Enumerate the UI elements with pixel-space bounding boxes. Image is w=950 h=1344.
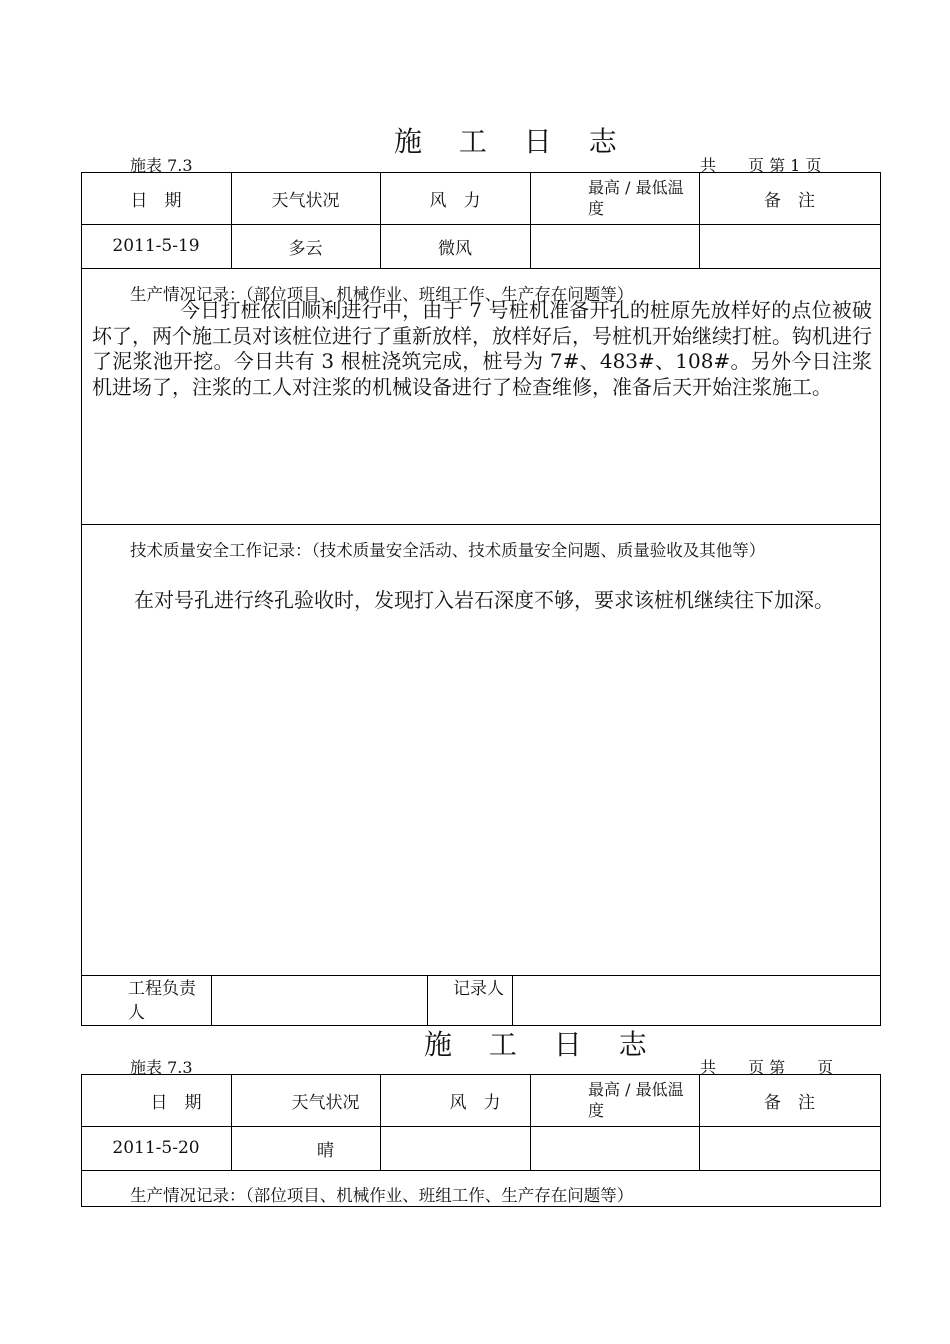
engineer-label: 工程负责人: [128, 979, 196, 1023]
engineer-value: [211, 975, 427, 1025]
production-record-label: 生产情况记录：（部位项目、机械作业、班组工作、生产存在问题等）: [130, 1186, 634, 1205]
page-info: 共 页 第 1 页: [700, 156, 822, 175]
page-info: 共 页 第 页: [700, 1058, 834, 1077]
production-record-label: 生产情况记录：（部位项目、机械作业、班组工作、生产存在问题等）: [130, 285, 634, 304]
production-record-text: 今日打桩依旧顺利进行中，由于 7 号桩机准备开孔的桩原先放样好的点位被破坏了，两个施工员对该桩位进行了重新放样，放样好后，号桩机开始继续打桩。钩机进行了泥浆池开挖。今日共有 3 根桩浇筑完成，桩号为 7#、483#、108#。另外今日注浆机进场了，注浆的工人对注浆的机械设备进行了检查维修，准备后天开始注浆施工。: [92, 298, 872, 399]
temperature-value: [530, 1126, 699, 1170]
page-title: 施 工 日 志: [424, 1028, 661, 1061]
technical-record-text: 在对号孔进行终孔验收时，发现打入岩石深度不够，要求该桩机继续往下加深。: [134, 588, 834, 612]
header-wind: 风 力: [449, 1092, 501, 1113]
date-value: 2011-5-20: [112, 1138, 200, 1158]
remark-value: [699, 224, 880, 268]
header-weather: 天气状况: [271, 190, 340, 211]
header-weather: 天气状况: [291, 1092, 360, 1113]
wind-value: [380, 1126, 530, 1170]
weather-value: 晴: [317, 1140, 334, 1161]
recorder-value: [512, 975, 880, 1025]
recorder-label: 记录人: [453, 979, 504, 999]
header-temperature: 最高 / 最低温度: [588, 1080, 684, 1120]
weather-value: 多云: [288, 238, 323, 259]
technical-record-label: 技术质量安全工作记录：（技术质量安全活动、技术质量安全问题、质量验收及其他等）: [130, 541, 766, 560]
header-remark: 备 注: [764, 1092, 815, 1113]
temperature-value: [530, 224, 699, 268]
header-remark: 备 注: [764, 190, 815, 211]
header-temperature: 最高 / 最低温度: [588, 178, 684, 218]
header-date: 日 期: [130, 190, 182, 211]
date-value: 2011-5-19: [112, 236, 200, 256]
header-wind: 风 力: [429, 190, 481, 211]
header-date: 日 期: [150, 1092, 202, 1113]
page-title: 施 工 日 志: [394, 125, 631, 158]
form-code: 施表 7.3: [130, 156, 193, 175]
form-code: 施表 7.3: [130, 1058, 193, 1077]
remark-value: [699, 1126, 880, 1170]
wind-value: 微风: [438, 238, 472, 259]
